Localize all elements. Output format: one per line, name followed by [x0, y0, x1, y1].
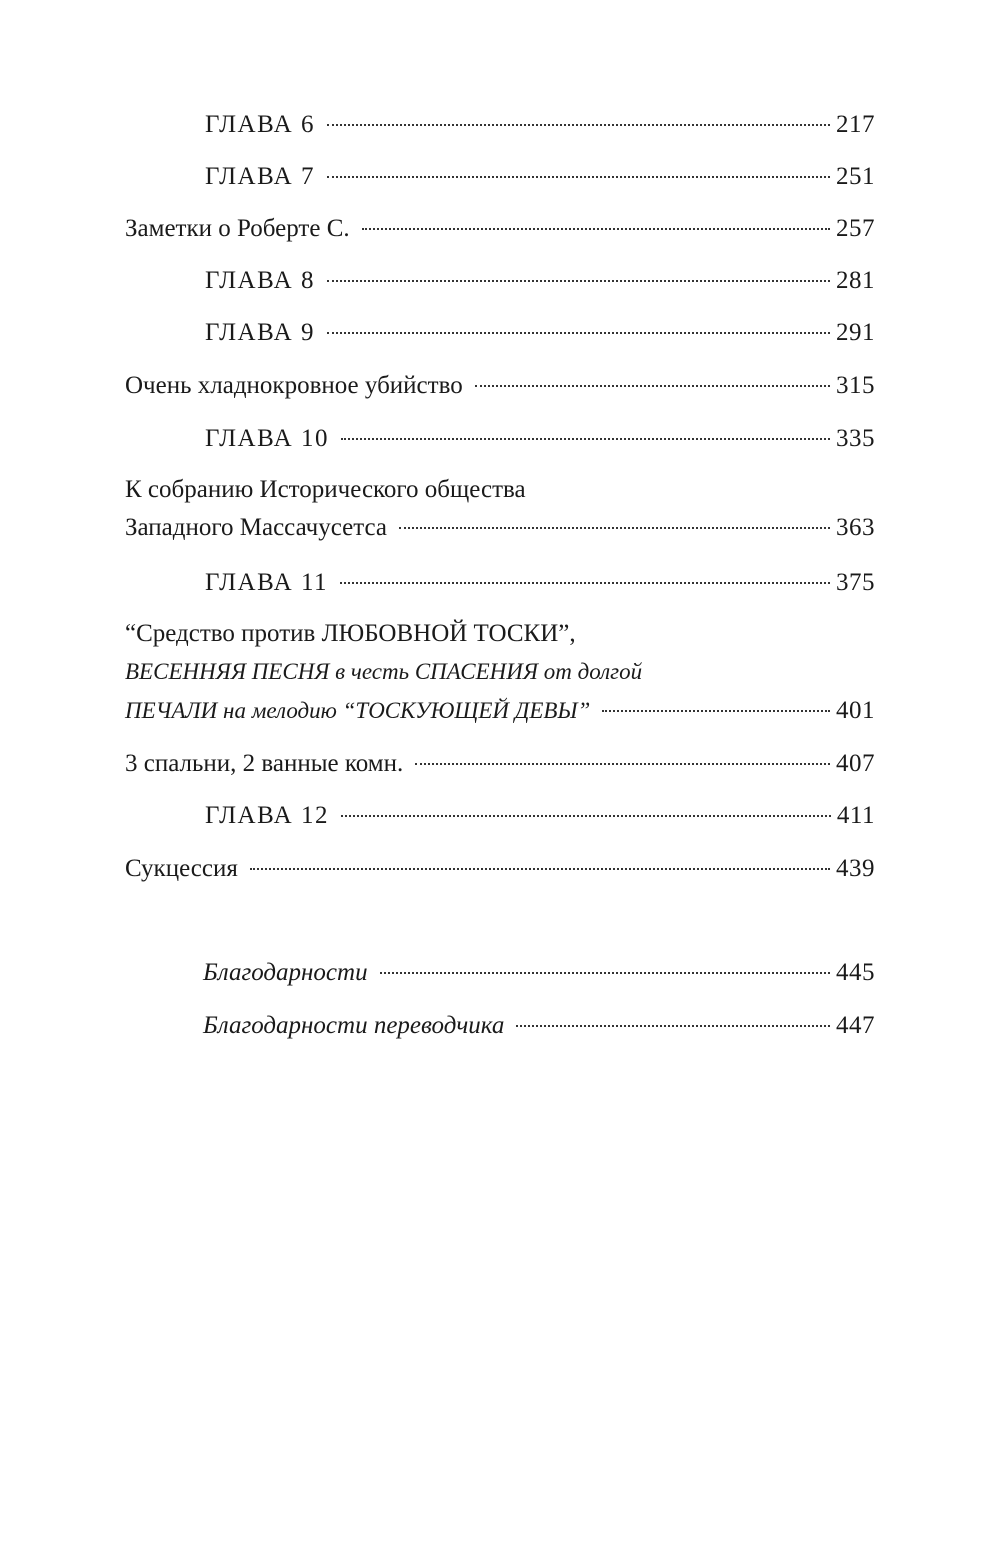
toc-entry-page: 439: [836, 855, 875, 882]
toc-entry-title: ГЛАВА 8: [205, 267, 315, 294]
toc-entry-title: ГЛАВА 7: [205, 163, 315, 190]
toc-entry-chapter-6[interactable]: [205, 110, 875, 140]
dot-leader: [341, 438, 830, 440]
dot-leader: [380, 972, 830, 974]
dot-leader: [415, 763, 830, 765]
dot-leader: [327, 280, 830, 282]
toc-entry-page: 291: [836, 319, 875, 346]
toc-entry-page: 315: [836, 372, 875, 399]
toc-entry-page: 251: [836, 163, 875, 190]
toc-entry-chapter-12[interactable]: [205, 801, 875, 831]
toc-entry-title: 3 спальни, 2 ванные комн.: [125, 750, 404, 777]
toc-entry-chapter-9[interactable]: [205, 318, 875, 348]
toc-entry-translator-acknowledgements[interactable]: [203, 1011, 875, 1041]
toc-entry-title: ПЕЧАЛИ на мелодию “ТОСКУЮЩЕЙ ДЕВЫ”: [125, 698, 591, 723]
toc-entry-title: Сукцессия: [125, 855, 238, 882]
dot-leader: [327, 176, 830, 178]
toc-entry-page: 411: [836, 802, 875, 829]
dot-leader: [362, 228, 830, 230]
toc-entry-page: 447: [836, 1012, 875, 1039]
toc-entry-song[interactable]: [125, 696, 875, 726]
dot-leader: [341, 815, 831, 817]
toc-entry-song-line-1: “Средство против ЛЮБОВНОЙ ТОСКИ”,: [125, 620, 576, 647]
toc-entry-succession[interactable]: [125, 854, 875, 884]
toc-entry-title: Очень хладнокровное убийство: [125, 372, 463, 399]
dot-leader: [327, 124, 830, 126]
dot-leader: [475, 385, 830, 387]
toc-entry-page: 375: [836, 569, 875, 596]
toc-entry-chapter-8[interactable]: [205, 266, 875, 296]
toc-entry-title: Благодарности: [203, 959, 368, 986]
toc-entry-page: 445: [836, 959, 875, 986]
toc-entry-page: 363: [836, 514, 875, 541]
toc-entry-page: 281: [836, 267, 875, 294]
dot-leader: [250, 868, 830, 870]
toc-entry-bedrooms[interactable]: [125, 749, 875, 779]
toc-entry-acknowledgements[interactable]: [203, 958, 875, 988]
toc-entry-page: 217: [836, 111, 875, 138]
dot-leader: [602, 710, 830, 712]
dot-leader: [340, 582, 830, 584]
toc-entry-page: 407: [836, 750, 875, 777]
dot-leader: [516, 1025, 830, 1027]
toc-entry-title: ГЛАВА 11: [205, 569, 329, 596]
toc-entry-title: ГЛАВА 10: [205, 425, 329, 452]
dot-leader: [399, 527, 830, 529]
toc-entry-title: Западного Массачусетса: [125, 514, 387, 541]
toc-entry-title: Заметки о Роберте С.: [125, 215, 350, 242]
toc-entry-title: Благодарности переводчика: [203, 1012, 505, 1039]
toc-entry-title: ГЛАВА 6: [205, 111, 315, 138]
toc-entry-chapter-10[interactable]: [205, 424, 875, 454]
toc-entry-title: ГЛАВА 9: [205, 319, 315, 346]
toc-entry-page: 335: [836, 425, 875, 452]
toc-entry-murder[interactable]: [125, 371, 875, 401]
toc-entry-page: 257: [836, 215, 875, 242]
toc-entry-chapter-7[interactable]: [205, 162, 875, 192]
toc-entry-society-line-1: К собранию Исторического общества: [125, 476, 526, 503]
toc-entry-page: 401: [836, 697, 875, 724]
toc-entry-chapter-11[interactable]: [205, 568, 875, 598]
dot-leader: [327, 332, 830, 334]
toc-entry-song-line-2: ВЕСЕННЯЯ ПЕСНЯ в честь СПАСЕНИЯ от долгой: [125, 659, 643, 684]
toc-entry-title: ГЛАВА 12: [205, 802, 329, 829]
toc-entry-robert[interactable]: [125, 214, 875, 244]
toc-entry-society[interactable]: [125, 513, 875, 543]
